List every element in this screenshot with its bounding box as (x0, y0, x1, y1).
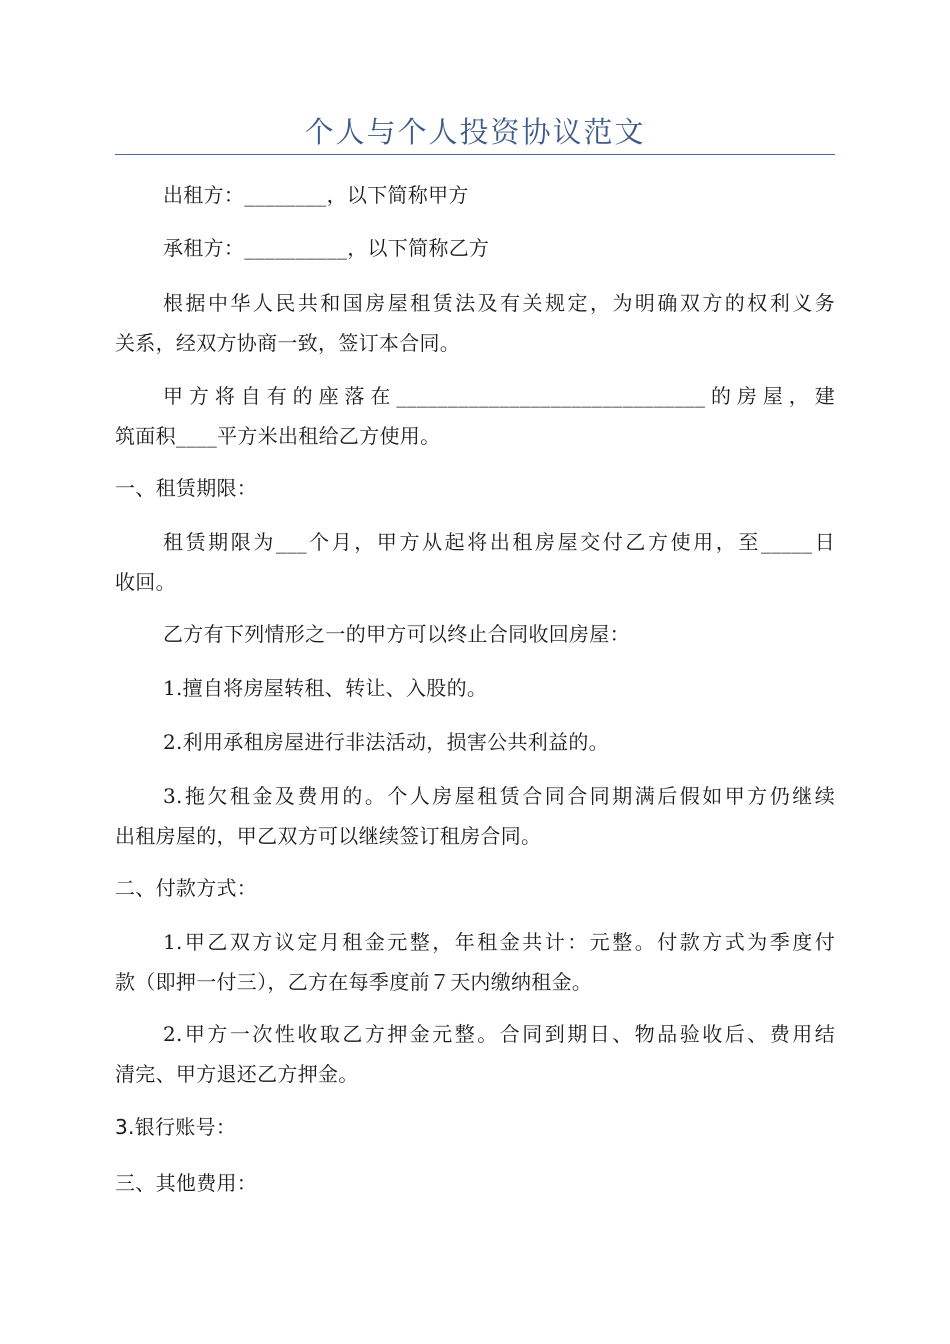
bank-account-label: 银行账号： (134, 1115, 237, 1139)
paragraph-lease-period (115, 522, 835, 602)
paragraph-basis (115, 283, 835, 363)
text-line: 2.甲方一次性收取乙方押金元整。合同到期日、物品验收后、费用结 (163, 1022, 835, 1046)
paragraph-payment-2 (115, 1014, 835, 1094)
text-line: 租赁期限为___个月，甲方从起将出租房屋交付乙方使用，至_____日 (163, 530, 835, 554)
paragraph-lessor (115, 175, 835, 215)
text-line: 收回。 (115, 570, 176, 594)
text-line: 筑面积____平方米出租给乙方使用。 (115, 424, 441, 448)
text-line: 一、租赁期限： (115, 476, 258, 500)
title-underline (115, 154, 835, 155)
text-line: 承租方：__________，以下简称乙方 (163, 236, 490, 260)
heading-payment (115, 868, 835, 908)
list-item-2 (115, 722, 835, 762)
text-line: 甲方将自有的座落在______________________________的房屋，建 (163, 384, 835, 408)
heading-lease-term (115, 468, 835, 508)
text-line: 清完、甲方退还乙方押金。 (115, 1062, 359, 1086)
text-line: 2.利用承租房屋进行非法活动，损害公共利益的。 (163, 730, 609, 754)
paragraph-property (115, 376, 835, 456)
text-line: 款（即押一付三），乙方在每季度前７天内缴纳租金。 (115, 970, 593, 994)
text-line: 二、付款方式： (115, 876, 258, 900)
text-line: 1.擅自将房屋转租、转让、入股的。 (163, 676, 488, 700)
heading-bank-account (115, 1107, 835, 1147)
text-line: 根据中华人民共和国房屋租赁法及有关规定，为明确双方的权利义务 (163, 291, 835, 315)
text-line: 乙方有下列情形之一的甲方可以终止合同收回房屋： (163, 622, 630, 646)
document-title: 个人与个人投资协议范文 (304, 115, 646, 149)
text-line: 关系，经双方协商一致，签订本合同。 (115, 331, 461, 355)
paragraph-payment-1 (115, 922, 835, 1002)
text-line: 出租房屋的，甲乙双方可以继续签订租房合同。 (115, 824, 542, 848)
list-item-3 (115, 776, 835, 856)
heading-other-fees (115, 1163, 835, 1203)
list-item-1 (115, 668, 835, 708)
paragraph-termination (115, 614, 835, 654)
text-line: 3.拖欠租金及费用的。个人房屋租赁合同合同期满后假如甲方仍继续 (163, 784, 835, 808)
paragraph-lessee (115, 228, 835, 268)
text-line: 三、其他费用： (115, 1171, 258, 1195)
text-line: 1.甲乙双方议定月租金元整，年租金共计：元整。付款方式为季度付 (163, 930, 835, 954)
text-line (115, 1107, 835, 1147)
text-line: 出租方：________，以下简称甲方 (163, 183, 469, 207)
list-number: 3. (115, 1115, 135, 1139)
